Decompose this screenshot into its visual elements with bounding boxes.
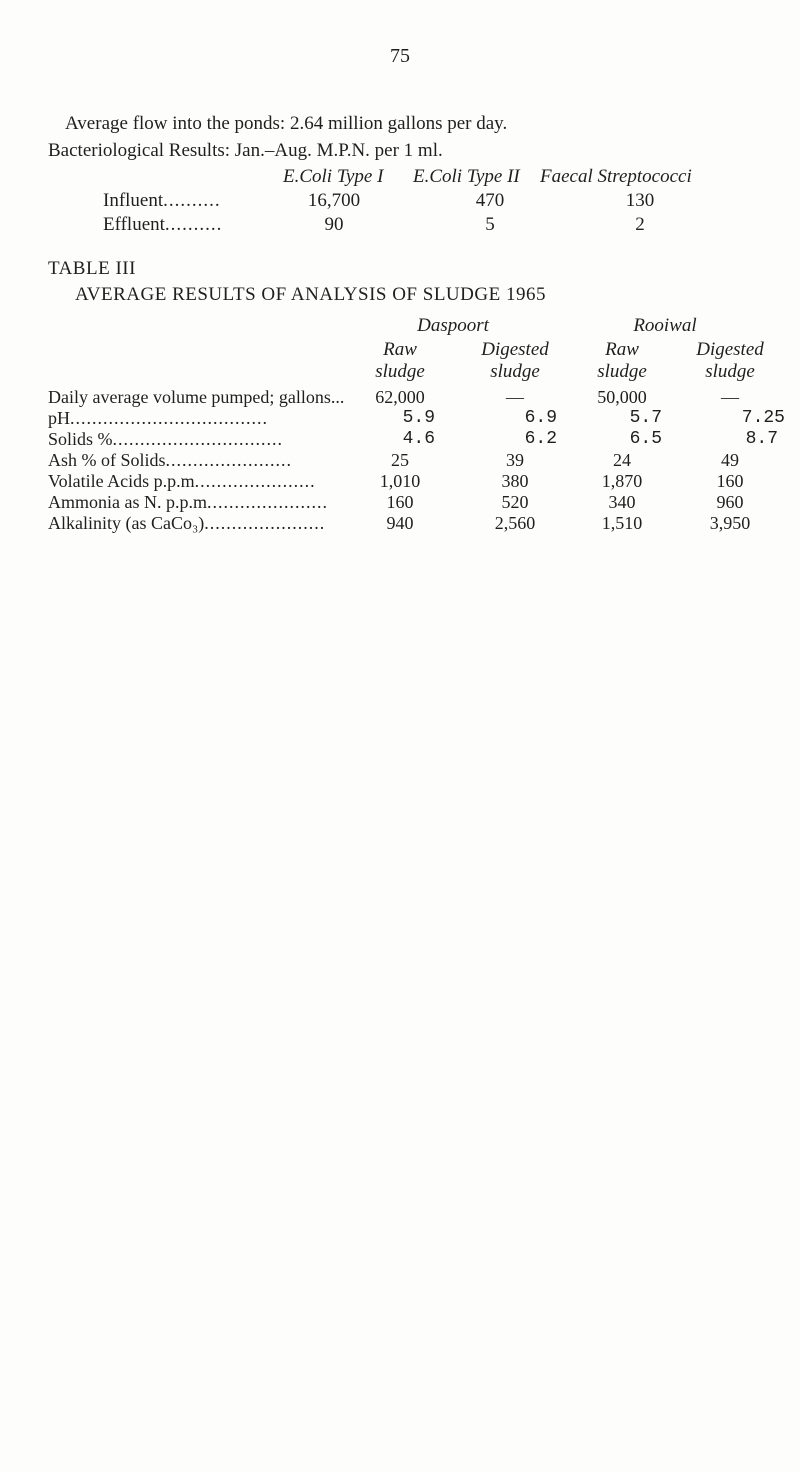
- bact-cell: 2: [635, 214, 645, 235]
- sludge-row-label: Ammonia as N. p.p.m......................: [48, 492, 328, 512]
- col-header-rooiwal-raw: Raw sludge: [597, 339, 647, 382]
- group-daspoort: Daspoort: [417, 315, 489, 336]
- bact-row-label: Effluent..........: [103, 214, 223, 235]
- col-header-rooiwal-digested: Digested sludge: [696, 339, 764, 382]
- bact-cell: 470: [475, 190, 505, 211]
- sludge-cell: 25: [391, 450, 409, 470]
- sludge-cell: 1,510: [601, 513, 643, 533]
- sludge-cell: 6.5: [629, 429, 662, 449]
- sludge-row-label: pH....................................: [48, 408, 268, 428]
- sludge-cell: 160: [716, 471, 744, 491]
- sludge-cell: 1,870: [601, 471, 643, 491]
- page-number: 75: [390, 45, 410, 67]
- sludge-cell: 24: [613, 450, 631, 470]
- flow-line: Average flow into the ponds: 2.64 million gallons per day.: [65, 113, 508, 134]
- sludge-cell: 5.9: [402, 408, 435, 428]
- sludge-cell: 520: [501, 492, 529, 512]
- sludge-cell: 940: [386, 513, 414, 533]
- bacteriological-line: Bacteriological Results: Jan.–Aug. M.P.N. per 1 ml.: [48, 140, 443, 161]
- sludge-cell: 1,010: [379, 471, 421, 491]
- sludge-cell: 2,560: [494, 513, 536, 533]
- sludge-cell: 49: [721, 450, 739, 470]
- sludge-row-label: Volatile Acids p.p.m......................: [48, 471, 316, 491]
- sludge-cell: 6.9: [524, 408, 557, 428]
- bact-header-faecal: Faecal Streptococci: [540, 166, 692, 187]
- table-label: TABLE III: [48, 258, 136, 279]
- sludge-cell: 50,000: [597, 387, 647, 407]
- sludge-cell: 5.7: [629, 408, 662, 428]
- bact-header-ecoli-1: E.Coli Type I: [283, 166, 384, 187]
- sludge-cell: 62,000: [375, 387, 425, 407]
- sludge-row-label: Alkalinity (as CaCo₃)......................: [48, 513, 326, 533]
- sludge-row-label: Daily average volume pumped; gallons...: [48, 387, 345, 407]
- sludge-cell: 960: [716, 492, 744, 512]
- sludge-cell: 7.25: [741, 408, 785, 428]
- sludge-cell: —: [506, 387, 524, 407]
- sludge-cell: 340: [608, 492, 636, 512]
- group-rooiwal: Rooiwal: [633, 315, 697, 336]
- sludge-cell: 3,950: [709, 513, 751, 533]
- sludge-row-label: Solids %...............................: [48, 429, 284, 449]
- bact-cell: 5: [485, 214, 495, 235]
- sludge-cell: 39: [506, 450, 524, 470]
- sludge-row-label: Ash % of Solids.......................: [48, 450, 293, 470]
- sludge-cell: 4.6: [402, 429, 435, 449]
- sludge-cell: 6.2: [524, 429, 557, 449]
- col-header-daspoort-raw: Raw sludge: [375, 339, 425, 382]
- col-header-daspoort-digested: Digested sludge: [481, 339, 549, 382]
- bact-cell: 16,700: [307, 190, 361, 211]
- sludge-cell: 160: [386, 492, 414, 512]
- bact-cell: 90: [324, 214, 344, 235]
- bact-cell: 130: [625, 190, 655, 211]
- bact-row-label: Influent..........: [103, 190, 221, 211]
- bact-header-ecoli-2: E.Coli Type II: [413, 166, 520, 187]
- table-title: AVERAGE RESULTS OF ANALYSIS OF SLUDGE 1965: [75, 284, 546, 305]
- sludge-cell: 380: [501, 471, 529, 491]
- sludge-cell: 8.7: [745, 429, 778, 449]
- sludge-cell: —: [721, 387, 739, 407]
